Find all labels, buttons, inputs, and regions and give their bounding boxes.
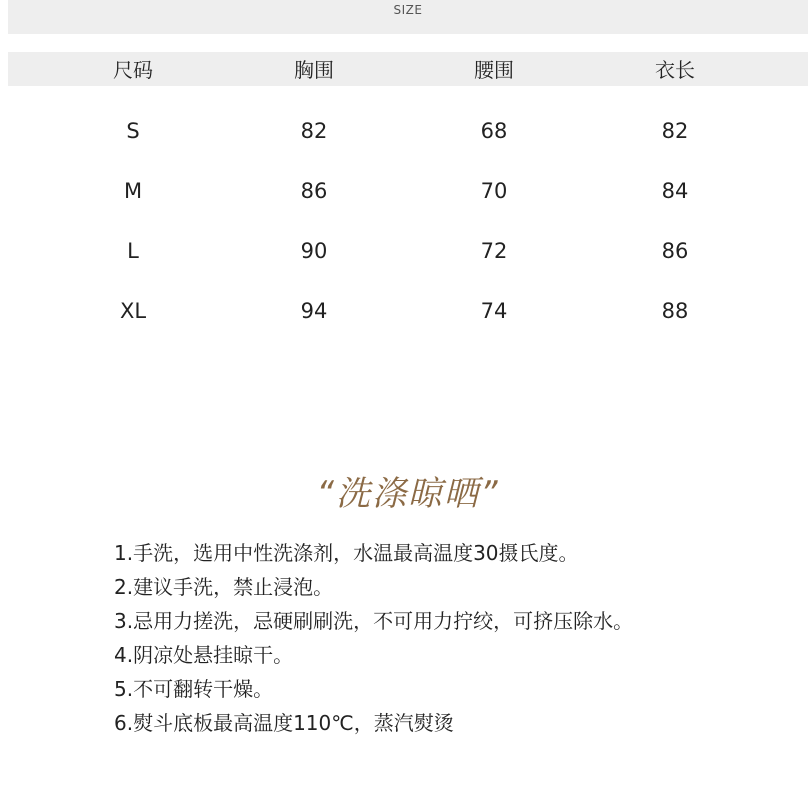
table-cell-chest: 82 xyxy=(300,119,328,143)
care-instruction-item: 1.手洗，选用中性洗涤剂，水温最高温度30摄氏度。 xyxy=(114,541,579,565)
size-label: SIZE xyxy=(393,3,423,17)
column-header-chest: 胸围 xyxy=(294,58,334,82)
table-cell-chest: 90 xyxy=(300,239,328,263)
table-cell-waist: 70 xyxy=(480,179,508,203)
care-instruction-item: 5.不可翻转干燥。 xyxy=(114,677,274,701)
table-cell-waist: 74 xyxy=(480,299,508,323)
table-cell-size: XL xyxy=(119,299,147,323)
care-instruction-item: 6.熨斗底板最高温度110℃，蒸汽熨烫 xyxy=(114,711,454,735)
table-cell-chest: 94 xyxy=(300,299,328,323)
column-header-size: 尺码 xyxy=(113,58,153,82)
table-cell-length: 88 xyxy=(661,299,689,323)
care-instruction-item: 3.忌用力搓洗，忌硬刷刷洗，不可用力拧绞，可挤压除水。 xyxy=(114,609,634,633)
table-cell-waist: 68 xyxy=(480,119,508,143)
table-cell-size: S xyxy=(126,119,140,143)
care-title: “洗涤晾晒” xyxy=(316,474,500,514)
care-instruction-item: 2.建议手洗，禁止浸泡。 xyxy=(114,575,334,599)
care-instruction-item: 4.阴凉处悬挂晾干。 xyxy=(114,643,294,667)
table-cell-chest: 86 xyxy=(300,179,328,203)
table-cell-length: 84 xyxy=(661,179,689,203)
table-cell-size: L xyxy=(127,239,139,263)
table-cell-size: M xyxy=(123,179,143,203)
column-header-length: 衣长 xyxy=(655,58,695,82)
column-header-waist: 腰围 xyxy=(474,58,514,82)
table-cell-length: 86 xyxy=(661,239,689,263)
table-cell-waist: 72 xyxy=(480,239,508,263)
table-cell-length: 82 xyxy=(661,119,689,143)
care-instructions xyxy=(114,536,633,740)
